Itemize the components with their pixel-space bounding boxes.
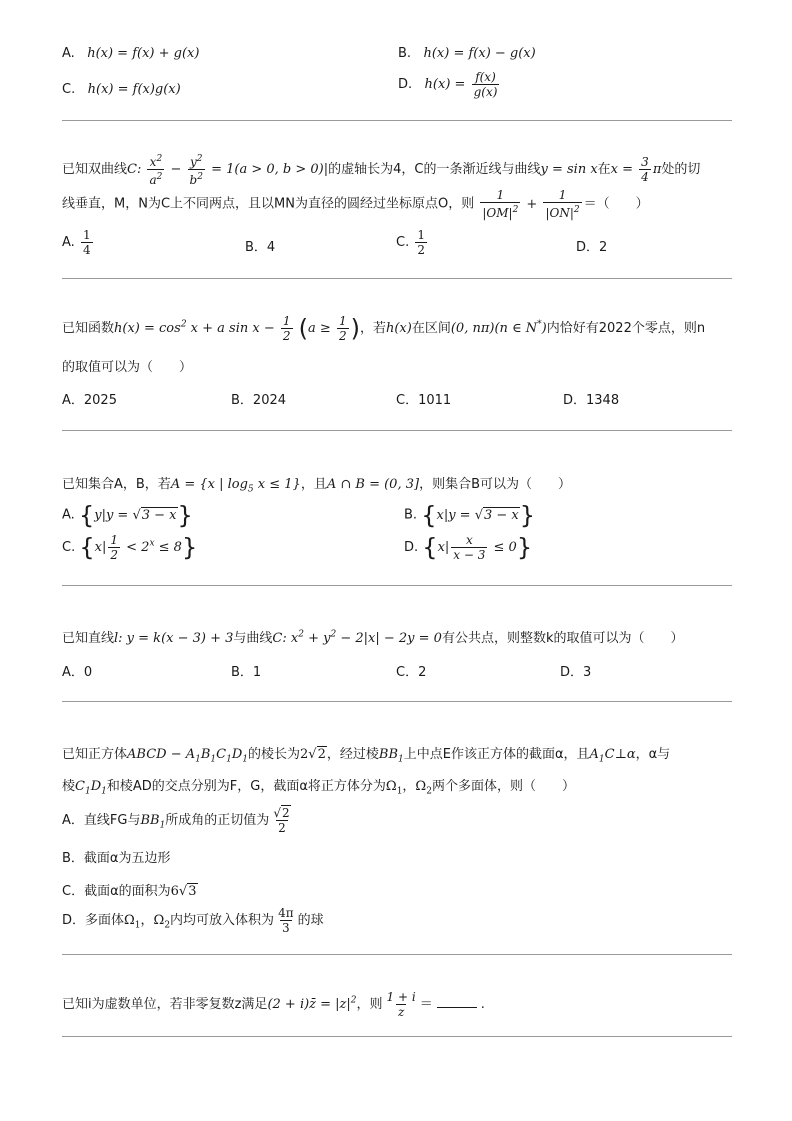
formula: $BB_1$	[140, 813, 166, 831]
formula: 6√3	[170, 884, 197, 899]
option-text: D．1348	[563, 393, 620, 408]
formula: (0, nπ)(n ∈ N*)	[450, 319, 547, 336]
q5-option-d	[62, 906, 324, 935]
option-text: 所成角的正切值为	[165, 813, 270, 828]
formula: $\frac{1 + i}{z}$	[386, 990, 416, 1019]
formula: $h(x) = \cos^2 x + a$ sin x − $\frac{1}{2}$ (a ≥ $\frac{1}{2}$ )	[114, 314, 360, 343]
stem-text: 已知函数	[62, 321, 115, 336]
stem-text: 线垂直，M，N为C上不同两点，且以MN为直径的圆经过坐标原点O，则	[62, 196, 475, 212]
formula: l: y = k(x − 3) + 3	[114, 631, 234, 646]
formula: {x|y = √3 − x}	[421, 501, 536, 529]
formula: y = sin x	[540, 162, 598, 177]
q1-option-b	[245, 236, 275, 255]
option-label: B.	[404, 507, 418, 523]
q5-stem-line2	[62, 775, 575, 797]
formula: $\frac{1}{|OM|^2}$ + $\frac{1}{|ON|^2}$	[482, 188, 580, 220]
formula: $\frac{4\pi}{3}$	[278, 906, 294, 935]
divider	[62, 701, 732, 702]
prev-option-b	[398, 46, 536, 61]
stem-text: ＝	[419, 997, 433, 1012]
q3-option-d	[404, 533, 532, 562]
option-label: A.	[62, 507, 75, 523]
stem-text: 棱	[62, 779, 76, 794]
stem-text: 和棱AD的交点分别为F，G，截面α将正方体分为	[106, 779, 386, 794]
stem-text: ，则	[356, 997, 383, 1012]
q5-option-b	[62, 847, 171, 866]
q4-option-a	[62, 661, 92, 680]
option-text: B．截面α为五边形	[62, 851, 171, 866]
option-text: C．截面α的面积为	[62, 884, 171, 899]
stem-text: 与曲线	[233, 631, 273, 646]
answer-blank[interactable]	[437, 1007, 477, 1008]
option-label: B.	[398, 46, 412, 61]
q4-option-b	[231, 661, 261, 680]
stem-text: 有公共点，则整数k的取值可以为（ ）	[441, 631, 684, 646]
formula: x = $\frac{3}{4}$ π	[610, 155, 662, 184]
divider	[62, 430, 732, 431]
stem-text: 已知直线	[62, 631, 115, 646]
stem-text: ，经过棱	[326, 747, 379, 762]
formula: $\Omega_1$，$\Omega_2$	[124, 913, 171, 931]
q2-option-d	[563, 389, 619, 408]
option-text: C．1011	[396, 393, 452, 408]
formula: {x| $\frac{1}{2}$ < $2^x \le 8$}	[79, 533, 198, 562]
stem-text: 的虚轴长为4，C的一条渐近线与曲线	[328, 162, 541, 177]
formula: h(x)	[385, 321, 412, 336]
stem-text: 已知双曲线	[62, 162, 128, 177]
formula: (2 + i)z̄ = $|z|^2$	[267, 995, 357, 1012]
divider	[62, 278, 732, 279]
divider	[62, 1036, 732, 1037]
q4-option-c	[396, 661, 426, 680]
formula: $C_1D_1$	[75, 779, 107, 797]
stem-text: 处的切	[661, 162, 701, 177]
formula: A ∩ B = (0, 3]	[326, 477, 420, 492]
formula: A = {x | $\log_5 x \le 1$}	[170, 477, 301, 495]
option-text: D．2	[576, 240, 608, 255]
option-text: A．2025	[62, 393, 117, 408]
option-text: A．0	[62, 665, 93, 680]
stem-text: 上中点E作该正方体的截面α，且	[403, 747, 590, 762]
stem-text: 两个多面体，则（ ）	[431, 779, 575, 794]
formula: $A_1C\perp\alpha$	[589, 747, 636, 765]
q5-option-c	[62, 880, 198, 899]
formula: C: $x^2 + y^2 - 2|x| - 2y = 0$	[272, 629, 442, 646]
prev-option-a	[62, 46, 199, 61]
formula: ABCD − $A_1B_1C_1D_1$	[127, 747, 249, 765]
q4-option-d	[560, 661, 591, 680]
formula: $\frac{√2}{2}$	[273, 806, 290, 835]
stem-text: .	[480, 997, 485, 1012]
stem-text: ＝（ ）	[583, 196, 649, 212]
stem-text: 已知集合A，B，若	[62, 477, 171, 492]
option-label: A.	[62, 46, 75, 61]
option-text: B．2024	[231, 393, 287, 408]
prev-option-c	[62, 82, 181, 97]
option-text: 内均可放入体积为	[170, 913, 275, 928]
divider	[62, 120, 732, 121]
option-label: C.	[396, 235, 410, 250]
prev-option-d	[398, 70, 501, 99]
option-text: C．2	[396, 665, 427, 680]
q2-option-b	[231, 389, 286, 408]
formula: $\frac{1}{4}$	[82, 228, 91, 257]
option-text: 的球	[297, 913, 324, 928]
option-label: C.	[62, 540, 76, 555]
q1-stem-line2	[62, 188, 649, 220]
formula: {x| $\frac{x}{x - 3}$ ≤ 0}	[422, 533, 533, 562]
q1-option-a	[62, 228, 95, 257]
formula: h(x) = f(x) + g(x)	[78, 46, 200, 61]
formula: $BB_1$	[378, 747, 404, 765]
formula: h(x) = f(x)g(x)	[79, 82, 181, 97]
q6-stem	[62, 990, 485, 1019]
q4-stem	[62, 627, 683, 646]
q1-option-c	[396, 228, 429, 257]
formula: h(x) = f(x) − g(x)	[415, 46, 536, 61]
formula: C: $\frac{x^2}{a^2}$ − $\frac{y^2}{b^2}$ = 1(a > 0, b > 0)|	[127, 154, 329, 187]
option-label: A.	[62, 235, 75, 250]
q1-option-d	[576, 236, 607, 255]
divider	[62, 954, 732, 955]
q3-option-c	[62, 533, 197, 562]
q3-option-a	[62, 503, 193, 527]
q1-stem-line1	[62, 152, 700, 187]
q2-option-a	[62, 389, 117, 408]
option-text: B．1	[231, 665, 262, 680]
q5-stem-line1	[62, 743, 670, 765]
stem-text: ，则集合B可以为（ ）	[419, 477, 571, 492]
stem-text: 内恰好有2022个零点，则n	[546, 321, 706, 336]
formula: $\frac{1}{2}$	[417, 228, 425, 257]
q3-option-b	[404, 503, 535, 527]
stem-text: 已知正方体	[62, 747, 128, 762]
stem-text: 的棱长为	[248, 747, 301, 762]
q5-option-a	[62, 806, 295, 835]
stem-text: 已知i为虚数单位，若非零复数z满足	[62, 997, 268, 1012]
option-text: B．4	[245, 240, 276, 255]
stem-text: 在区间	[411, 321, 451, 336]
option-label: C.	[62, 82, 76, 97]
q2-stem-line2	[62, 356, 192, 375]
q3-stem	[62, 473, 571, 495]
option-text: D．3	[560, 665, 592, 680]
divider	[62, 585, 732, 586]
formula: $\Omega_1$，$\Omega_2$	[385, 779, 432, 797]
stem-text: ，若	[359, 321, 386, 336]
option-label: D.	[398, 77, 413, 92]
stem-text: ，且	[300, 477, 327, 492]
q2-option-c	[396, 389, 451, 408]
stem-text: 的取值可以为（ ）	[62, 360, 193, 375]
formula: 2√2	[300, 747, 326, 762]
stem-text: ，α与	[635, 747, 671, 762]
stem-text: 在	[597, 162, 611, 177]
option-text: A．直线FG与	[62, 813, 141, 828]
formula: {y|y = √3 − x}	[78, 501, 193, 529]
option-label: D.	[404, 540, 419, 555]
option-text: D．多面体	[62, 913, 125, 928]
formula: h(x) = $\frac{f(x)}{g(x)}$	[416, 70, 498, 99]
q2-stem-line1	[62, 314, 705, 343]
